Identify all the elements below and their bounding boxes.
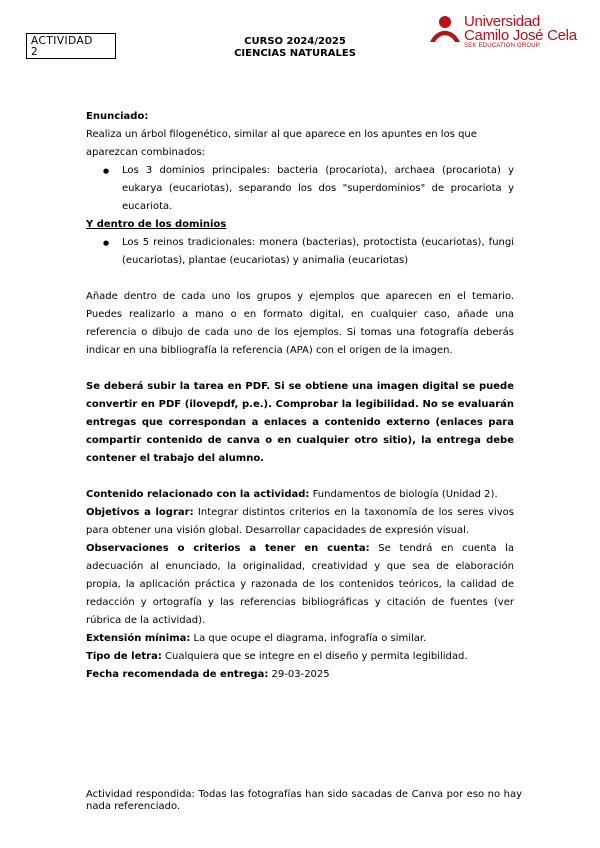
- letra-row: [86, 648, 514, 666]
- course-header: [200, 36, 390, 60]
- instructions-paragraph: Añade dentro de cada uno los grupos y ejemplos que aparecen en el temario. Puedes realizarlo a mano o en formato digital, en cualquier caso, añade una referencia o dibujo de cada uno de los ejemplos. Si tomas una fotografía deberás indicar en una bibliografía la referencia (APA) con el origen de la imagen.: [86, 291, 514, 356]
- observaciones-row: [86, 540, 514, 630]
- extension-value: La que ocupe el diagrama, infografía o similar.: [190, 633, 427, 644]
- course-subject: CIENCIAS NATURALES: [234, 48, 356, 59]
- contenido-value: Fundamentos de biología (Unidad 2).: [309, 489, 498, 500]
- logo-line-2: Camilo José Cela: [464, 27, 577, 44]
- logo-line-1: Universidad: [464, 13, 540, 30]
- submission-warning: Se deberá subir la tarea en PDF. Si se obtiene una imagen digital se puede convertir en PDF (ilovepdf, p.e.). Comprobar la legibilidad. No se evaluarán entregas que correspondan a enlaces a contenido externo (enlaces para compartir contenido de canva o en cualquier otro sitio), la entrega debe contener el trabajo del alumno.: [86, 381, 514, 464]
- activity-number: 2: [31, 46, 39, 58]
- activity-label: ACTIVIDAD: [31, 35, 93, 47]
- extension-label: Extensión mínima:: [86, 633, 191, 644]
- enunciado-heading: Enunciado:: [86, 111, 149, 122]
- fecha-row: [86, 666, 514, 684]
- university-emblem-icon: [429, 15, 461, 45]
- dominios-subheading: Y dentro de los dominios: [86, 219, 227, 230]
- logo-line-3: SEK EDUCATION GROUP: [464, 43, 541, 49]
- university-logo: [429, 13, 579, 53]
- domains-list: [86, 162, 514, 216]
- extension-row: [86, 630, 514, 648]
- kingdoms-bullet: ● Los 5 reinos tradicionales: monera (bacterias), protoctista (eucariotas), fungi (eucariotas), plantae (eucariotas) y animalia (eucariotas): [86, 234, 514, 270]
- enunciado-intro: Realiza un árbol filogenético, similar al que aparece en los apuntes en los que aparezcan combinados:: [86, 129, 477, 158]
- objetivos-label: Objetivos a lograr:: [86, 507, 194, 518]
- fecha-label: Fecha recomendada de entrega:: [86, 669, 269, 680]
- kingdoms-list: [86, 234, 514, 270]
- contenido-row: [86, 486, 514, 504]
- observaciones-value: Se tendrá en cuenta la adecuación al enunciado, la originalidad, creatividad y que sea de elaboración propia, la aplicación práctica y razonada de los contenidos teóricos, la calidad de redacción y ortografía y las referencias bibliográficas y citación de fuentes (ver rúbrica de la actividad).: [86, 543, 514, 626]
- letra-value: Cualquiera que se integre en el diseño y permita legibilidad.: [161, 651, 468, 662]
- observaciones-label: Observaciones o criterios a tener en cuenta:: [86, 543, 370, 554]
- response-note: Actividad respondida: Todas las fotografías han sido sacadas de Canva por eso no hay nada referenciado.: [86, 789, 522, 812]
- document-body: [86, 108, 514, 684]
- objetivos-row: [86, 504, 514, 540]
- letra-label: Tipo de letra:: [86, 651, 162, 662]
- course-year: CURSO 2024/2025: [244, 36, 346, 47]
- contenido-label: Contenido relacionado con la actividad:: [86, 489, 310, 500]
- domains-bullet: ● Los 3 dominios principales: bacteria (procariota), archaea (procariota) y eukarya (eucariotas), separando los dos "superdominios" de procariota y eucariota.: [86, 162, 514, 216]
- activity-box: [26, 33, 116, 59]
- fecha-value: 29-03-2025: [268, 669, 330, 680]
- objetivos-value: Integrar distintos criterios en la taxonomía de los seres vivos para obtener una visión global. Desarrollar capacidades de expresión visual.: [86, 507, 514, 536]
